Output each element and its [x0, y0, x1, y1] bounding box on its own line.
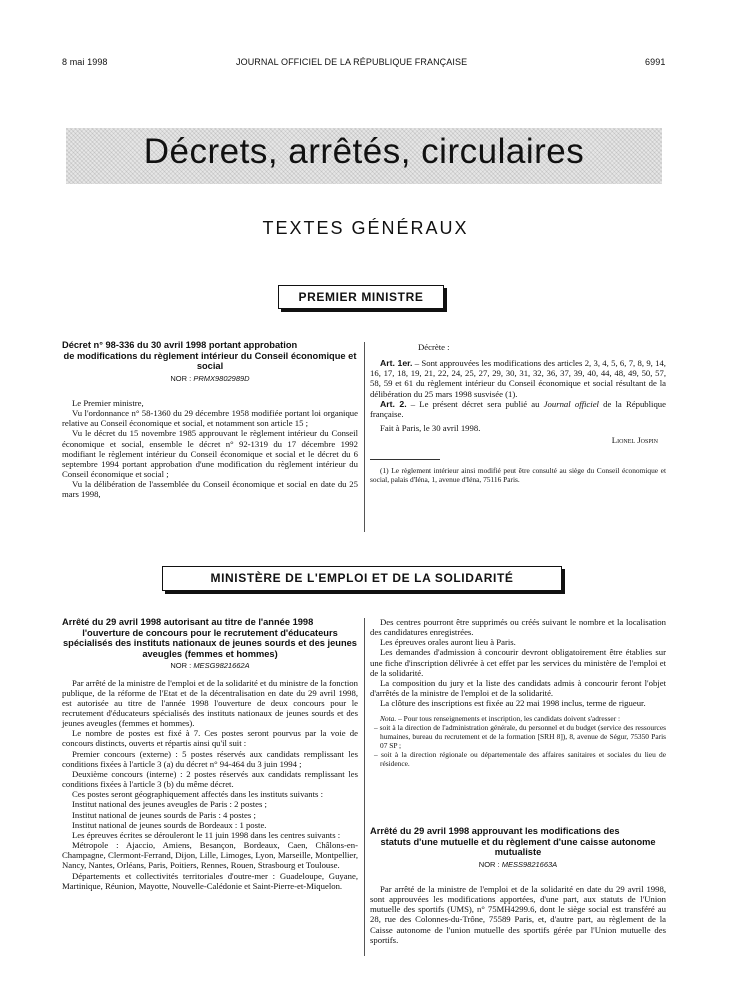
arrete1-para-1: Par arrêté de la ministre de l'emploi et de la solidarité et du ministre de la fonction publique, de la réforme de l'Etat et de la décentralisation en date du 29 avril 1998, est autorisée au titre de l'année 1998 l'ouverture de deux concours pour le recrutement d'éducateurs spécialisés des instituts nationaux de jeunes sourds et des jeunes aveugles (femmes et hommes). [62, 677, 358, 729]
decree-article-1: Art. 1er. – Sont approuvées les modifications des articles 2, 3, 4, 5, 6, 7, 8, 9, 14, 16, 17, 18, 19, 21, 22, 24, 25, 27, 29, 30, 31, 32, 36, 37, 39, 40, 44, 48, 49, 50, 57, 58, 59 et 61 du règlement intérieur du Conseil économique et social résultant de la délibération du 25 mars 1998 susvisée (1). [370, 358, 666, 399]
header-journal: JOURNAL OFFICIEL DE LA RÉPUBLIQUE FRANÇAISE [236, 57, 468, 67]
arrete1-para-10: Métropole : Ajaccio, Amiens, Besançon, Bordeaux, Caen, Châlons-en-Champagne, Clermont-Ferrand, Dijon, Lille, Limoges, Lyon, Marseille, Montpellier, Nancy, Nantes, Orléans, Paris, Poitiers, Rennes, Rouen, Strasbourg et Toulouse. [62, 840, 358, 871]
ministry-heading-premier-ministre: PREMIER MINISTRE [278, 285, 444, 309]
arrete1-bullet-1: – soit à la direction de l'administration générale, du personnel et du budget (service des ressources humaines, bureau du recrutement et de la formation [SRH 8]), 8, avenue de Ségur, 75350 Paris 07 SP ; [374, 723, 666, 751]
footnote-rule [370, 459, 440, 460]
rubric-banner [66, 128, 662, 184]
arrete1-nota: Nota. – Pour tous renseignements et inscription, les candidats doivent s'adresser : [380, 714, 621, 724]
arrete2-title: Arrêté du 29 avril 1998 approuvant les modifications des statuts d'une mutuelle et du règlement d'une caisse autonome mutualiste [370, 826, 656, 858]
arrete1-para-6: Institut national des jeunes aveugles de Paris : 2 postes ; [72, 799, 267, 810]
decree-fait: Fait à Paris, le 30 avril 1998. [380, 423, 481, 434]
arrete1-para-9: Les épreuves écrites se dérouleront le 11 juin 1998 dans les centres suivants : [72, 829, 341, 840]
arrete1-para-8: Institut national de jeunes sourds de Bordeaux : 1 poste. [72, 819, 267, 830]
arrete1-right-column [370, 617, 666, 768]
arrete2-column [370, 826, 666, 945]
decree-para-3: Vu le décret du 15 novembre 1985 approuvant le règlement intérieur du Conseil économique et social, ensemble le décret n° 92-1319 du 17 décembre 1992 modifiant le règlement intérieur du Conseil économique et social et le décret du 6 septembre 1994 portant approbation d'une modification du règlement intérieur du Conseil économique et social ; [62, 428, 358, 480]
decree-para-2: Vu l'ordonnance n° 58-1360 du 29 décembre 1958 modifiée portant loi organique relative au Conseil économique et social, et notamment son article 15 ; [62, 408, 358, 429]
arrete1-para-4: Deuxième concours (interne) : 2 postes réservés aux candidats remplissant les conditions fixées à l'article 3 (b) du même décret. [62, 768, 358, 790]
decree-nor: NOR : PRMX9802989D [170, 373, 250, 383]
arrete1-left-column [62, 617, 358, 891]
column-rule [364, 342, 365, 532]
rubric-title: Décrets, arrêtés, circulaires [143, 132, 585, 171]
decree-signature: Lionel Jospin [611, 435, 658, 446]
decree-left-column [62, 340, 358, 500]
arrete2-para: Par arrêté de la ministre de l'emploi et de la solidarité en date du 29 avril 1998, sont approuvées les modifications apportées, d'une part, aux statuts de l'Union mutuelle des sportifs (UMS), n° 75MH4299.6, dont le siège social est transféré au 28, rue des Colonnes-du-Trône, 75589 Paris, et, d'autre part, au règlement de la Caisse autonome de l'union mutuelle des sportifs gérée par l'Union mutuelle des sportifs. [370, 883, 666, 945]
decree-para-4: Vu la délibération de l'assemblée du Conseil économique et social en date du 25 mars 1998, [62, 479, 358, 500]
arrete2-nor: NOR : MESS9821663A [478, 859, 558, 869]
header-page-number: 6991 [645, 57, 666, 67]
decree-footnote: (1) Le règlement intérieur ainsi modifié peut être consulté au siège du Conseil économique et social, palais d'Iéna, 1, avenue d'Iéna, 75116 Paris. [370, 466, 666, 485]
ministry-heading-emploi-solidarite: MINISTÈRE DE L'EMPLOI ET DE LA SOLIDARITÉ [162, 566, 562, 591]
decree-right-column [370, 342, 666, 484]
arrete1-para-2: Le nombre de postes est fixé à 7. Ces postes seront pourvus par la voie de concours distincts, ouverts et répartis ainsi qu'il suit : [62, 728, 358, 749]
arrete1-right-para-5: La clôture des inscriptions est fixée au 22 mai 1998 inclus, terme de rigueur. [380, 698, 646, 709]
arrete1-right-para-3: Les demandes d'admission à concourir devront obligatoirement être établies sur une fiche d'inscription délivrée à cet effet par les services du ministère de l'emploi et de la solidarité. [370, 647, 666, 678]
section-title: TEXTES GÉNÉRAUX [262, 218, 469, 238]
arrete1-right-para-4: La composition du jury et la liste des candidats admis à concourir feront l'objet d'arrêtés de la ministre de l'emploi et de la solidarité. [370, 677, 666, 699]
header-date: 8 mai 1998 [62, 57, 108, 67]
arrete1-nor: NOR : MESG9821662A [170, 661, 250, 671]
arrete1-para-11: Départements et collectivités territoriales d'outre-mer : Guadeloupe, Guyane, Martinique, Réunion, Mayotte, Nouvelle-Calédonie et Saint-Pierre-et-Miquelon. [62, 870, 358, 891]
arrete1-para-7: Institut national de jeunes sourds de Paris : 4 postes ; [72, 809, 256, 820]
arrete1-para-3: Premier concours (externe) : 5 postes réservés aux candidats remplissant les conditions fixées à l'article 3 (a) du décret n° 94-464 du 3 juin 1994 ; [62, 748, 358, 769]
decree-article-2: Art. 2. – Le présent décret sera publié au Journal officiel de la République française. [370, 398, 667, 419]
decree-decrete: Décrète : [418, 342, 450, 352]
column-rule [364, 618, 365, 956]
arrete1-para-5: Ces postes seront géographiquement affectés dans les instituts suivants : [72, 789, 324, 800]
arrete1-title: Arrêté du 29 avril 1998 autorisant au titre de l'année 1998 l'ouverture de concours pour le recrutement d'éducateurs spécialisés des instituts nationaux de jeunes sourds et des jeunes aveugles (femmes et hommes) [62, 617, 357, 659]
arrete1-bullet-2: – soit à la direction régionale ou départementale des affaires sanitaires et sociales du lieu de résidence. [374, 750, 666, 769]
decree-title: Décret n° 98-336 du 30 avril 1998 portant approbation de modifications du règlement intérieur du Conseil économique et social [62, 340, 357, 372]
arrete1-right-para-2: Les épreuves orales auront lieu à Paris. [380, 637, 516, 648]
decree-para-1: Le Premier ministre, [72, 397, 144, 408]
arrete1-right-para-1: Des centres pourront être supprimés ou créés suivant le nombre et la localisation des candidatures enregistrées. [370, 617, 666, 638]
